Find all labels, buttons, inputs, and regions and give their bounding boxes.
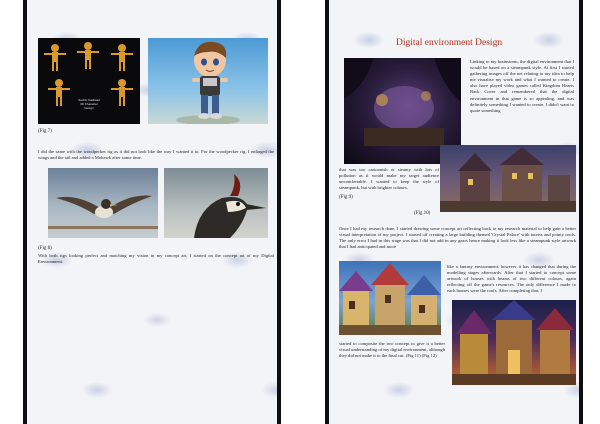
houses-graphic — [339, 261, 441, 335]
bird-closeup-image — [164, 168, 268, 238]
bird-flying-image — [48, 168, 158, 238]
fig10-town-image — [440, 145, 576, 212]
cartoon-boy-graphic — [148, 38, 268, 124]
right-paragraph-4: like a fantasy environment, however it has changed that during the modelling stages afterwards. After that I started to concept some artwork of houses with beams of two different colours, again reflecting off the game's resources. The only difference I made to each houses were the roofs. After completing that, I — [447, 264, 576, 294]
fig10-caption: (Fig 10) — [414, 211, 431, 216]
left-paragraph-2: With both rigs looking perfect and matching my vision in my concept art, I started on the concept art of my Digital Environment. — [38, 253, 274, 265]
fig12-composite-image — [452, 300, 576, 385]
rig-inset-text: Sachin Gaikwad 3D Character Design — [78, 98, 100, 110]
fig7-caption: (Fig 7) — [38, 129, 52, 134]
left-paragraph-1: I did the same with the woodpecker rig as it did not look like the way I wanted it to. For the woodpecker rig, I enlarged the wings and the tail and added a Mohawk after some time. — [38, 149, 274, 161]
character-rigs-image — [38, 38, 140, 124]
town-graphic — [440, 145, 576, 212]
fig8-caption: (Fig 8) — [38, 246, 52, 251]
fig9-caption: (Fig 9) — [339, 195, 353, 200]
right-paragraph-2: that was too cartoonish or steamy with lots of pollution as it would make my target audience uncomfortable. I wanted to keep the style of steampunk, but with brighter colours. — [339, 167, 439, 191]
right-paragraph-5: started to composite the two concept to give it a better visual understanding of my digital environment, although they did not make it to the final cut. (Fig 11) (Fig 12) — [339, 341, 445, 359]
composite-graphic — [452, 300, 576, 385]
right-paragraph-1: Linking to my brainstorm, the digital environment that I would be based on a steampunk style. At first I started gathering images off the net relating to my idea to help me visualise my work and what I wanted to create. I also have played video games called Kingdom Hearts Back Cover and remembered that the digital environment in that game is so appealing, and was definitely something I wanted to create. I didn't want to quote something — [470, 59, 574, 113]
fig11-houses-image — [339, 261, 441, 335]
bird-wings-graphic — [48, 168, 158, 238]
bird-head-graphic — [164, 168, 268, 238]
right-page — [325, 0, 583, 424]
left-page — [23, 0, 281, 424]
cartoon-character-image — [148, 38, 268, 124]
right-paragraph-3: Once I had my research done, I started drawing some concept art reflecting back to my research material to help gain a better visual interpretation of my project. I started off creating a large building themed 'Crystal Palace' with turrets and pointy roofs. The only error I had in this stage was that I did not add in any gears hence making it look less like a steampunk style artwork that I had anticipated and more — [339, 226, 576, 250]
page-title: Digital environment Design — [396, 38, 503, 48]
rig-figures-graphic — [38, 38, 140, 124]
